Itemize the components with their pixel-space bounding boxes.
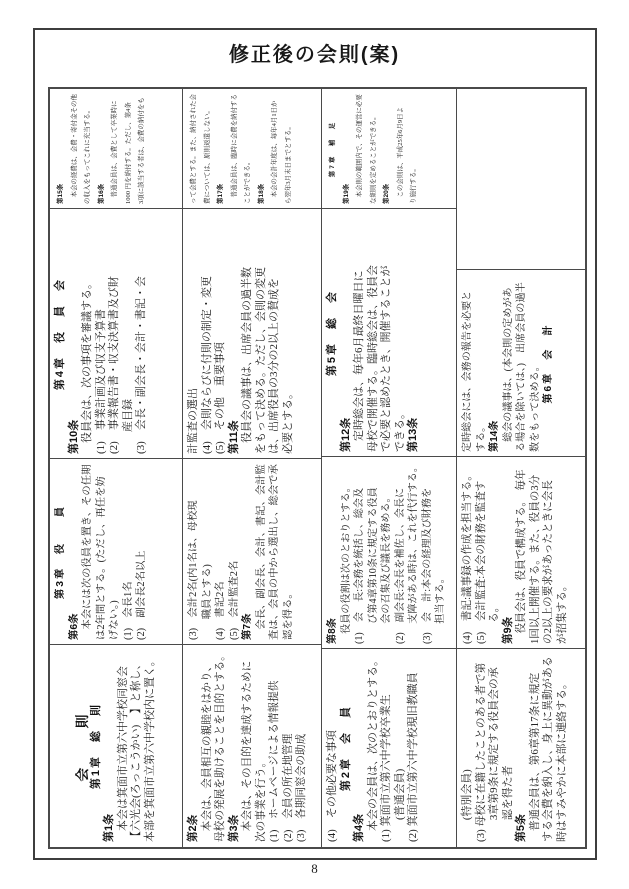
rule-text-line: 役員の役割は次のとおりとする。 xyxy=(340,482,352,644)
rule-text-line: する。 xyxy=(475,421,487,452)
rule-text-line: (3) 各期同窓会の助成 xyxy=(296,733,307,842)
rule-text-line: (特別会員) xyxy=(461,769,473,842)
rotated-text-block xyxy=(322,89,456,209)
article-number: 第6条 xyxy=(68,613,80,640)
rule-cell-c2-r4 xyxy=(183,645,321,847)
rule-cell-c4-r2 xyxy=(457,270,585,457)
rule-text-line: 認を得た者 xyxy=(501,765,514,842)
rule-text-line: (4) その他必要な事項 xyxy=(326,730,338,842)
rule-text-line: 査は、会員の中から選出し、総会で承 xyxy=(269,464,280,640)
rule-text-line: 1000 円を納付する。ただし、第4条 xyxy=(124,102,132,204)
rules-column-2 xyxy=(183,89,322,847)
rule-text-line: (1) 箕面市立第六中学校卒業生 xyxy=(380,694,392,842)
rotated-text-block xyxy=(183,209,321,459)
rule-text-line: (3) 会 計:本会の経理及び財務を xyxy=(421,487,433,644)
page-title: 修正後の会則(案) xyxy=(228,44,401,66)
rule-text-line: げない。) xyxy=(109,600,120,640)
rule-text-line: 定時総会は、毎年6月最終日曜日に xyxy=(353,270,365,452)
rule-text-line: (1) 会 長:会務を統括し、総会及 xyxy=(354,487,365,644)
rule-cell-c1-r2 xyxy=(50,209,182,459)
rule-cell-c2-r1 xyxy=(183,89,321,209)
rule-cell-c2-r2 xyxy=(183,209,321,459)
rule-text-line: (3) 母校に在籍したことのある者で第 xyxy=(474,662,487,842)
chapter-heading: 第1章 総 則 xyxy=(89,702,102,790)
rule-cell-c4-r4 xyxy=(457,649,585,847)
rule-text-line: (4) 書記2名 xyxy=(215,581,226,640)
rule-text-line: 担当する。 xyxy=(435,573,446,644)
article-number: 第12条 xyxy=(339,417,352,452)
rotated-text-block xyxy=(183,459,321,645)
rule-text-line: 3章第9条に規定する役員会の承 xyxy=(488,667,500,842)
rule-cell-c4-r1 xyxy=(457,89,585,270)
rotated-text-block xyxy=(183,89,321,209)
rule-text-line: 本会の経費は、会費・寄付金その他 xyxy=(70,94,78,204)
rule-text-line: をもって決める。ただし、会則の変更 xyxy=(254,267,267,454)
rule-text-line: 役員会の議事は、出席会員の過半数 xyxy=(241,267,253,454)
rule-text-line: この会則は、平成25年6月9日よ xyxy=(396,106,404,204)
article-number: 第15条 xyxy=(57,183,64,204)
article-number: 第2条 xyxy=(187,814,199,842)
article-number: 第4条 xyxy=(353,813,365,842)
rule-text-line: (1) 会長1名 xyxy=(122,581,134,640)
rule-text-line: (3) 会長・副会長・会計・書記・会 xyxy=(135,276,147,454)
rotated-text-block xyxy=(457,270,585,457)
rule-text-line: 役員会は、次の事項を審議する。 xyxy=(81,278,93,454)
article-number: 第11条 xyxy=(227,420,240,454)
rule-text-line: (2) 会員の所在地管理 xyxy=(282,733,294,842)
rule-text-line: 役員会は、役員で構成する。 毎年 xyxy=(516,469,527,644)
chapter-heading: 第2章 会 員 xyxy=(339,704,352,792)
rotated-text-block xyxy=(322,457,456,649)
rule-text-line: (2) 副会長2名以上 xyxy=(136,550,147,640)
article-number: 第7条 xyxy=(242,613,253,640)
rule-text-line: 必要とする。 xyxy=(281,388,294,454)
chapter-heading: 第6章 会 計 xyxy=(543,323,554,404)
article-number: 第14条 xyxy=(489,420,500,452)
rule-text-line: (5) 会計監査:本会の財務を監査す xyxy=(475,480,487,644)
rule-text-line: (普通会員) xyxy=(393,768,406,842)
rule-text-line: 職員とする) xyxy=(201,564,213,640)
article-number: 第17条 xyxy=(217,183,224,204)
rotated-text-block xyxy=(50,645,182,847)
rule-text-line: 支障がある時は、これを代行する。 xyxy=(408,462,419,644)
rule-text-line: び第4章第10条に規定する役員 xyxy=(367,487,379,644)
article-number: 第8条 xyxy=(327,618,338,644)
rule-text-line: ことができる。 xyxy=(244,158,251,204)
rule-text-line: できる。 xyxy=(393,408,406,452)
rule-cell-c3-r2 xyxy=(322,209,456,457)
rule-text-line: は2年間とする。(ただし、再任を妨 xyxy=(95,476,107,640)
rule-text-line: 時はすみやかに本部に連絡する。 xyxy=(555,678,568,842)
article-number: 第5条 xyxy=(515,814,527,842)
rule-text-line: 【六光会(ろっこうかい) 】と称し、 xyxy=(130,658,142,842)
rotated-text-block xyxy=(50,209,182,459)
rule-text-line: (5) 会計監査2名 xyxy=(228,560,240,640)
article-number: 第9条 xyxy=(501,616,514,644)
rule-text-line: り施行する。 xyxy=(410,165,417,204)
rotated-text-block xyxy=(322,649,456,847)
chapter-heading: 第5章 総 会 xyxy=(326,289,338,377)
rule-text-line: 本会には次の役員を置き、その任期 xyxy=(82,464,93,640)
rule-cell-c4-r3 xyxy=(457,457,585,649)
rule-cell-c3-r4 xyxy=(322,649,456,847)
rule-text-line: 本会は、会員相互の親睦をはかり、 xyxy=(201,660,213,842)
rotated-text-block xyxy=(183,645,321,847)
rule-text-line: で必要と認めたとき、開催することが xyxy=(380,265,392,452)
rule-text-line: 会の召集及び議長を務める。 xyxy=(381,492,392,644)
rule-text-line: が招集する。 xyxy=(556,580,568,644)
rule-text-line: 母校で開催する。臨時総会は、役員会 xyxy=(366,265,379,452)
rotated-text-block xyxy=(457,649,585,847)
chapter-heading: 第7章 補 足 xyxy=(329,120,336,178)
article-number: 第10条 xyxy=(67,419,80,454)
rule-text-line: (2) 箕面市立第六中学校現旧教職員 xyxy=(407,672,419,842)
article-number: 第19条 xyxy=(342,183,350,204)
rule-text-line: 次の事業を行う。 xyxy=(255,756,267,842)
rule-text-line: 本会則の範囲内で、その運営に必要 xyxy=(356,94,363,204)
rotated-text-block xyxy=(457,89,585,270)
rule-text-line: (3) 会計2名(内1名は、母校現 xyxy=(188,500,199,640)
rules-column-3 xyxy=(322,89,457,847)
rule-text-line: 産目録 xyxy=(121,399,134,454)
rule-text-line: ら翌年3月末日までとする。 xyxy=(284,123,292,204)
rule-text-line: る。 xyxy=(489,601,500,644)
chapter-heading: 第3章 役 員 xyxy=(55,504,66,600)
article-number: 第1条 xyxy=(103,813,115,842)
rules-doc-title: 会 則 xyxy=(75,710,90,782)
rule-text-line: 普通会員は、会費として卒業時に xyxy=(111,100,118,204)
rule-text-line: 計監査の選出 xyxy=(187,388,199,454)
rule-text-line: (4) 会則ならびに付則の制定・変更 xyxy=(200,276,213,454)
article-number: 第16条 xyxy=(97,183,105,204)
rule-text-line: 費については、原則返還しない。 xyxy=(203,107,211,204)
rule-cell-c1-r1 xyxy=(50,89,182,209)
rule-text-line: 本会の会計年度は、毎年4月1日か xyxy=(271,100,278,204)
rule-text-line: 本会は、その目的を達成するために xyxy=(242,660,253,842)
article-number: 第3条 xyxy=(227,814,240,842)
page-number: 8 xyxy=(311,861,318,876)
rule-text-line: 本会は箕面市立第六中学校同窓会 xyxy=(116,666,129,842)
rule-text-line: する会費を納入し、身上に異動がある xyxy=(542,656,554,842)
rotated-text-block xyxy=(322,209,456,457)
rule-text-line: の収入をもってこれに充当する。 xyxy=(84,106,91,204)
rule-text-line: 1回以上開催する。また、役員の3分 xyxy=(529,474,541,644)
rule-text-line: る場合を除いては、) 出席会員の過半 xyxy=(516,282,527,452)
rule-text-line: は、出席役員の3分の2以上の賛成を xyxy=(268,278,280,454)
rule-text-line: 本部を箕面市立第六中学校内に置く。 xyxy=(143,655,156,842)
rule-text-line: の2以上の要求があったときに会長 xyxy=(543,480,554,644)
rule-text-line: 母校の発展を助けることを目的とする。 xyxy=(215,650,226,842)
rule-text-line: 総会の議事は、(本会則の定めがあ xyxy=(502,287,514,452)
rules-column-4 xyxy=(457,89,585,847)
rule-text-line: 普通会員は、第6章第17条に規定 xyxy=(528,672,541,842)
rules-column-1 xyxy=(50,89,183,847)
article-number: 第18条 xyxy=(257,183,265,204)
chapter-heading: 第4章 役 員 会 xyxy=(54,277,66,391)
rule-text-line: 認を得る。 xyxy=(282,588,294,640)
rule-text-line: 3項に該当する者は、会費の納付をも xyxy=(138,97,145,204)
rule-text-line: (5) その他 重要事項 xyxy=(214,342,226,454)
rule-text-line: (1) 事業計画及び収支予算書 xyxy=(94,309,107,454)
article-number: 第13条 xyxy=(407,417,419,452)
rules-table xyxy=(48,87,587,849)
rule-text-line: な細則を定めることができる。 xyxy=(369,113,377,204)
rule-text-line: (2) 副会長:会長を補佐し、会長に xyxy=(394,487,406,644)
rule-cell-c2-r3 xyxy=(183,459,321,645)
rule-text-line: 本会の会員は、次のとおりとする。 xyxy=(366,655,379,842)
rule-text-line: (2) 事業報告書・収支決算書及び財 xyxy=(108,276,120,454)
rule-text-line: 定時総会には、会務の報告を必要と xyxy=(462,290,473,452)
rule-text-line: (4) 書記:議事録の作成を担当する。 xyxy=(462,470,473,644)
rule-text-line: 普通会員は、臨時に会費を納付する xyxy=(230,94,238,204)
rotated-text-block xyxy=(457,457,585,649)
rule-text-line: 会長、副会長、会計、書記、会計監 xyxy=(255,464,267,640)
rule-cell-c1-r3 xyxy=(50,459,182,645)
rule-text-line: 数をもって決める。 xyxy=(529,361,541,452)
rotated-text-block xyxy=(50,89,182,209)
article-number: 第20条 xyxy=(383,183,390,204)
rotated-text-block xyxy=(50,459,182,645)
rule-cell-c3-r3 xyxy=(322,457,456,649)
rule-cell-c1-r4 xyxy=(50,645,182,847)
rule-text-line: (1) ホームページによる情報提供 xyxy=(269,680,280,842)
rule-text-line: って会費とする。また、納付された会 xyxy=(190,94,197,204)
rule-cell-c3-r1 xyxy=(322,89,456,209)
